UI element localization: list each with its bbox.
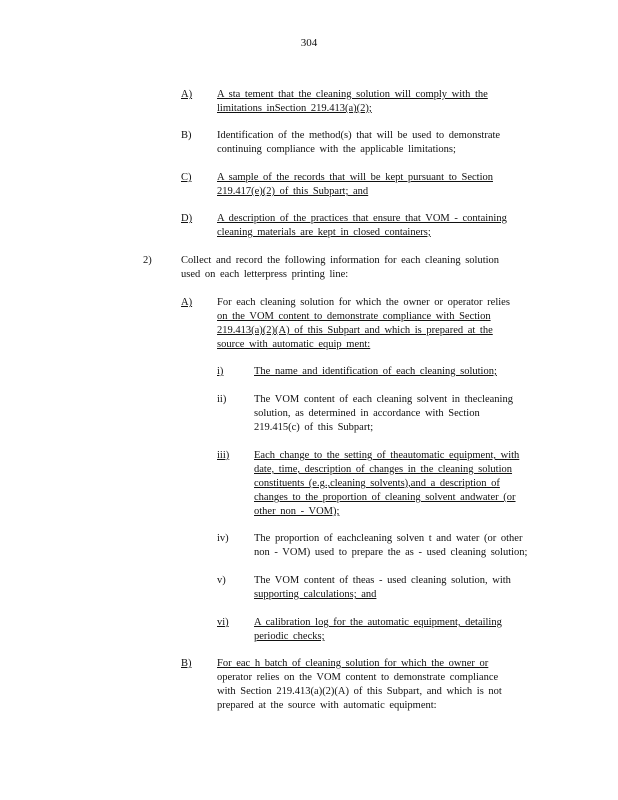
item-text xyxy=(254,365,497,379)
item-text-line: with Section 219.413(a)(2)(A) of this Subpart, and which is not xyxy=(217,686,502,697)
item-text xyxy=(254,616,502,644)
item-label: C) xyxy=(181,172,192,183)
item-label: D) xyxy=(181,213,193,224)
item-text xyxy=(254,532,527,560)
item-text xyxy=(217,171,493,199)
item-text-line: prepared at the source with automatic equipment: xyxy=(217,700,437,711)
item-label: i) xyxy=(217,366,224,377)
item-text xyxy=(217,296,510,352)
item-text xyxy=(254,449,519,519)
item-text-line: Collect and record the following information for each cleaning solution xyxy=(181,255,500,266)
item-text-line: The VOM content of theas - used cleaning solution, with xyxy=(254,575,511,586)
item-label: v) xyxy=(217,575,226,586)
item-text xyxy=(254,574,511,602)
item-text-line: operator relies on the VOM content to demonstrate compliance xyxy=(217,672,499,683)
item-text xyxy=(217,88,488,116)
item-text-line: 219.413(a)(2)(A) of this Subpart and which is prepared at the xyxy=(217,325,493,336)
item-text-line: used on each letterpress printing line: xyxy=(181,269,349,280)
item-label: A) xyxy=(181,297,193,308)
item-text xyxy=(181,254,499,282)
item-text-line: Each change to the setting of theautomatic equipment, with xyxy=(254,450,520,461)
item-text xyxy=(217,212,507,240)
item-text-line: changes to the proportion of cleaning solvent andwater (or xyxy=(254,492,516,503)
item-text-line: on the VOM content to demonstrate compliance with Section xyxy=(217,311,491,322)
item-text-line: date, time, description of changes in the cleaning solution xyxy=(254,464,513,475)
item-text-line: solution, as determined in accordance with Section xyxy=(254,408,480,419)
item-text xyxy=(217,657,502,713)
item-label: 2) xyxy=(143,255,152,266)
item-text-line: A sample of the records that will be kept pursuant to Section xyxy=(217,172,493,183)
item-text-line: For eac h batch of cleaning solution for which the owner or xyxy=(217,658,489,669)
item-text-line: other non - VOM); xyxy=(254,506,340,517)
item-text-line: Identification of the method(s) that will be used to demonstrate xyxy=(217,130,501,141)
item-label: vi) xyxy=(217,617,229,628)
item-text-line: cleaning materials are kept in closed containers; xyxy=(217,227,431,238)
item-text-line: The proportion of eachcleaning solven t and water (or other xyxy=(254,533,523,544)
item-text-line: A description of the practices that ensure that VOM - containing xyxy=(217,213,507,224)
item-label: iv) xyxy=(217,533,229,544)
item-text-line: constituents (e.g.,cleaning solvents),and a description of xyxy=(254,478,500,489)
item-label: ii) xyxy=(217,394,227,405)
item-text-line: The name and identification of each cleaning solution; xyxy=(254,366,497,377)
item-text-line: A calibration log for the automatic equipment, detailing xyxy=(254,617,502,628)
item-label: B) xyxy=(181,130,192,141)
page-number: 304 xyxy=(300,37,318,49)
item-text xyxy=(254,393,513,435)
item-text-line: periodic checks; xyxy=(254,631,325,642)
item-label: iii) xyxy=(217,450,230,461)
item-label: A) xyxy=(181,89,193,100)
item-text-line: 219.415(c) of this Subpart; xyxy=(254,422,374,433)
item-text-line: The VOM content of each cleaning solvent in thecleaning xyxy=(254,394,513,405)
item-text-line: non - VOM) used to prepare the as - used cleaning solution; xyxy=(254,547,528,558)
item-text-line: limitations inSection 219.413(a)(2); xyxy=(217,103,372,114)
item-text-line: supporting calculations; and xyxy=(254,589,377,600)
item-text-line: A sta tement that the cleaning solution will comply with the xyxy=(217,89,488,100)
item-text xyxy=(217,129,500,157)
item-text-line: continuing compliance with the applicable limitations; xyxy=(217,144,456,155)
item-text-line: For each cleaning solution for which the owner or operator relies xyxy=(217,297,510,308)
item-label: B) xyxy=(181,658,192,669)
item-text-line: source with automatic equip ment: xyxy=(217,339,371,350)
item-text-line: 219.417(e)(2) of this Subpart; and xyxy=(217,186,369,197)
